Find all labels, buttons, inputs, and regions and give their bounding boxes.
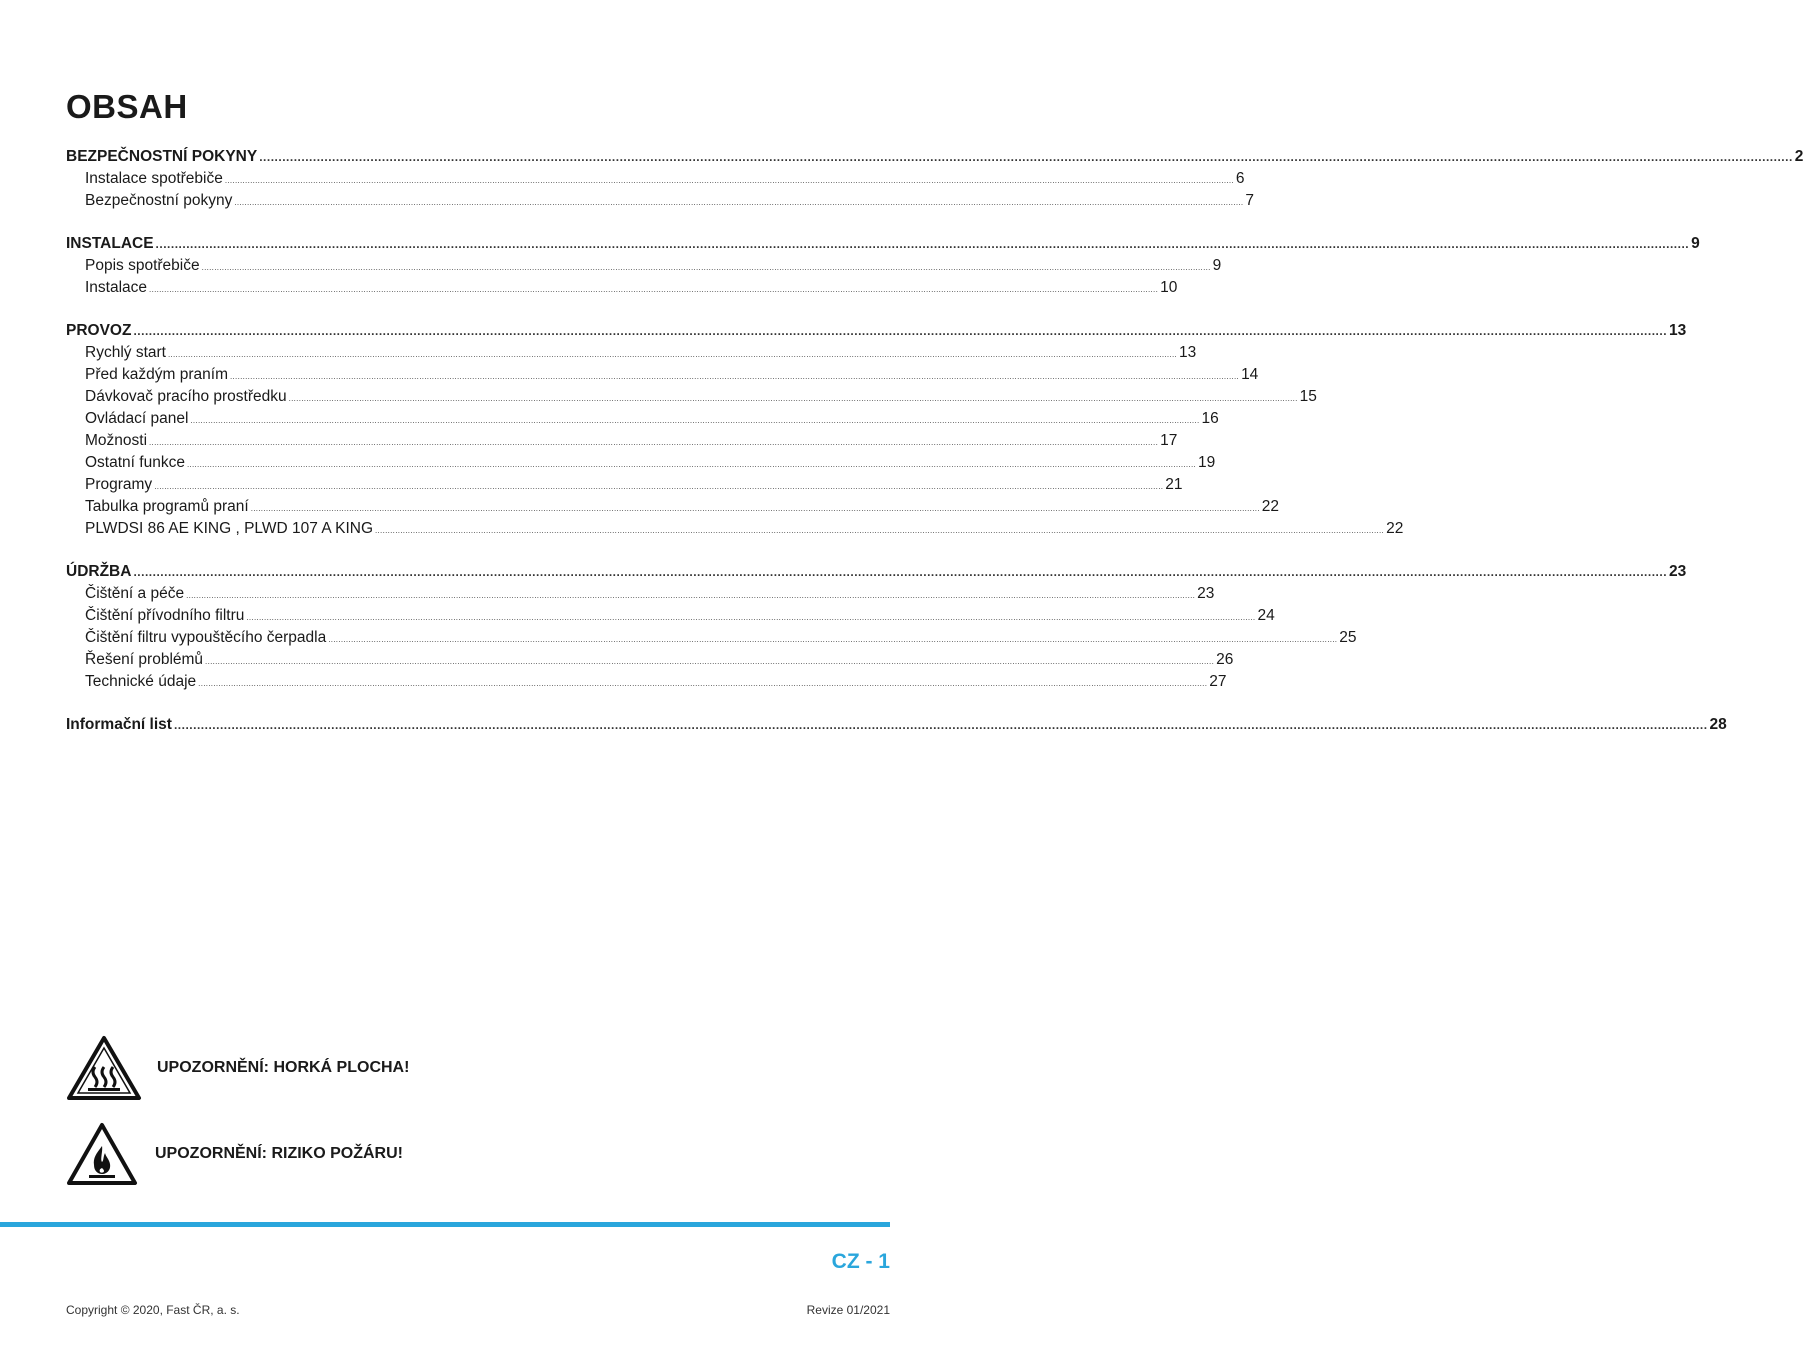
toc-entry[interactable] — [66, 408, 1219, 430]
toc-entry-page: 26 — [1216, 651, 1234, 668]
toc-entry[interactable] — [66, 190, 1255, 212]
toc-section — [66, 320, 1687, 540]
toc-entry-label: Instalace — [85, 279, 148, 296]
toc-entry-label: Před každým praním — [85, 366, 228, 383]
toc-entry[interactable] — [66, 583, 1215, 605]
toc-entry-label: Ostatní funkce — [85, 454, 185, 471]
toc-entry-label: Instalace spotřebiče — [85, 170, 223, 187]
copyright: Copyright © 2020, Fast ČR, a. s. — [66, 1303, 240, 1317]
toc-entry-page: 9 — [1212, 257, 1222, 274]
dot-leader: ................................................................................................................................................................................................................................................................................................................................................................................................................ — [186, 591, 1196, 600]
toc-entry-page: 23 — [1197, 585, 1215, 602]
fire-warning-icon — [66, 1122, 138, 1186]
toc-entry[interactable] — [66, 649, 1234, 671]
fire-risk-warning-text: UPOZORNĚNÍ: RIZIKO POŽÁRU! — [155, 1145, 403, 1162]
toc-section-heading-page: 28 — [1709, 716, 1727, 733]
toc-entry-page: 13 — [1179, 344, 1197, 361]
toc-entry[interactable] — [66, 386, 1317, 408]
toc-section-heading-page: 23 — [1669, 563, 1687, 580]
toc-section-heading[interactable] — [66, 233, 1700, 255]
toc-entry-page: 10 — [1160, 279, 1178, 296]
toc-entry-label: Čištění filtru vypouštěcího čerpadla — [85, 629, 327, 646]
toc-section-heading-page: 13 — [1669, 322, 1687, 339]
toc-entry-page: 14 — [1241, 366, 1259, 383]
toc-entry-label: Rychlý start — [85, 344, 166, 361]
hot-surface-warning-text: UPOZORNĚNÍ: HORKÁ PLOCHA! — [157, 1059, 410, 1076]
dot-leader: ................................................................................................................................................................................................................................................................................................................................................................................................................ — [133, 565, 1668, 579]
toc-entry-label: PLWDSI 86 AE KING , PLWD 107 A KING — [85, 520, 374, 537]
toc-entry-label: Ovládací panel — [85, 410, 189, 427]
dot-leader: ................................................................................................................................................................................................................................................................................................................................................................................................................ — [167, 350, 1178, 359]
toc-entry-page: 7 — [1245, 192, 1255, 209]
toc-section-heading-label: PROVOZ — [66, 322, 132, 339]
toc-entry[interactable] — [66, 277, 1178, 299]
dot-leader: ................................................................................................................................................................................................................................................................................................................................................................................................................ — [155, 237, 1690, 251]
toc-entry-page: 25 — [1339, 629, 1357, 646]
dot-leader: ................................................................................................................................................................................................................................................................................................................................................................................................................ — [250, 504, 1260, 513]
dot-leader: ................................................................................................................................................................................................................................................................................................................................................................................................................ — [149, 285, 1159, 294]
toc-section-heading[interactable] — [66, 561, 1687, 583]
toc-section-heading-label: INSTALACE — [66, 235, 154, 252]
dot-leader: ................................................................................................................................................................................................................................................................................................................................................................................................................ — [186, 460, 1197, 469]
toc-entry-page: 17 — [1160, 432, 1178, 449]
dot-leader: ................................................................................................................................................................................................................................................................................................................................................................................................................ — [328, 635, 1338, 644]
toc-entry-label: Čištění přívodního filtru — [85, 607, 245, 624]
toc-entry-label: Popis spotřebiče — [85, 257, 200, 274]
toc-entry-label: Tabulka programů praní — [85, 498, 249, 515]
dot-leader: ................................................................................................................................................................................................................................................................................................................................................................................................................ — [234, 198, 1244, 207]
toc-entry-page: 24 — [1257, 607, 1275, 624]
toc-entry-page: 19 — [1198, 454, 1216, 471]
dot-leader: ................................................................................................................................................................................................................................................................................................................................................................................................................ — [230, 372, 1240, 381]
toc-section — [66, 561, 1687, 693]
toc-section-heading-page: 2 — [1794, 148, 1803, 165]
toc-section-heading-label: Informační list — [66, 716, 172, 733]
dot-leader: ................................................................................................................................................................................................................................................................................................................................................................................................................ — [201, 263, 1211, 272]
dot-leader: ................................................................................................................................................................................................................................................................................................................................................................................................................ — [173, 718, 1708, 732]
hot-surface-warning — [66, 1035, 409, 1101]
toc-section — [66, 714, 1727, 736]
toc-entry[interactable] — [66, 430, 1178, 452]
toc-entry-label: Řešení problémů — [85, 651, 204, 668]
footer-divider — [0, 1222, 890, 1227]
page-number: CZ - 1 — [831, 1250, 890, 1273]
toc-entry[interactable] — [66, 452, 1216, 474]
dot-leader: ................................................................................................................................................................................................................................................................................................................................................................................................................ — [154, 482, 1164, 491]
toc-section — [66, 146, 1803, 212]
toc-entry[interactable] — [66, 627, 1357, 649]
toc-section — [66, 233, 1700, 299]
dot-leader: ................................................................................................................................................................................................................................................................................................................................................................................................................ — [375, 526, 1385, 535]
toc-entry[interactable] — [66, 474, 1183, 496]
dot-leader: ................................................................................................................................................................................................................................................................................................................................................................................................................ — [198, 679, 1208, 688]
hot-surface-warning-icon — [66, 1035, 142, 1101]
toc-entry-label: Technické údaje — [85, 673, 197, 690]
toc-section-heading[interactable] — [66, 146, 1803, 168]
dot-leader: ................................................................................................................................................................................................................................................................................................................................................................................................................ — [133, 324, 1668, 338]
revision: Revize 01/2021 — [806, 1303, 890, 1317]
toc-entry-page: 6 — [1235, 170, 1245, 187]
toc-entry-page: 16 — [1201, 410, 1219, 427]
page-title: OBSAH — [66, 88, 188, 125]
toc-entry[interactable] — [66, 518, 1404, 540]
dot-leader: ................................................................................................................................................................................................................................................................................................................................................................................................................ — [288, 394, 1298, 403]
toc-entry[interactable] — [66, 364, 1259, 386]
toc-entry-page: 27 — [1209, 673, 1227, 690]
toc-entry[interactable] — [66, 671, 1227, 693]
toc-section-heading[interactable] — [66, 320, 1687, 342]
toc-entry-page: 21 — [1165, 476, 1183, 493]
toc-entry-page: 15 — [1299, 388, 1317, 405]
toc-section-heading-label: BEZPEČNOSTNÍ POKYNY — [66, 148, 258, 165]
dot-leader: ................................................................................................................................................................................................................................................................................................................................................................................................................ — [259, 150, 1793, 164]
toc-entry-page: 22 — [1261, 498, 1280, 515]
toc-entry[interactable] — [66, 168, 1245, 190]
dot-leader: ................................................................................................................................................................................................................................................................................................................................................................................................................ — [246, 613, 1256, 622]
toc-entry[interactable] — [66, 255, 1222, 277]
toc-entry-label: Čištění a péče — [85, 585, 185, 602]
toc-entry-label: Bezpečnostní pokyny — [85, 192, 233, 209]
toc-entry-label: Programy — [85, 476, 153, 493]
toc-section-heading-page: 9 — [1691, 235, 1700, 252]
dot-leader: ................................................................................................................................................................................................................................................................................................................................................................................................................ — [205, 657, 1215, 666]
toc-entry-label: Dávkovač pracího prostředku — [85, 388, 287, 405]
dot-leader: ................................................................................................................................................................................................................................................................................................................................................................................................................ — [224, 176, 1234, 185]
toc-entry-label: Možnosti — [85, 432, 148, 449]
toc-section-heading[interactable] — [66, 714, 1727, 736]
toc-entry[interactable] — [66, 496, 1280, 518]
toc-entry[interactable] — [66, 342, 1197, 364]
dot-leader: ................................................................................................................................................................................................................................................................................................................................................................................................................ — [149, 438, 1159, 447]
fire-risk-warning — [66, 1122, 403, 1186]
toc-section-heading-label: ÚDRŽBA — [66, 563, 132, 580]
dot-leader: ................................................................................................................................................................................................................................................................................................................................................................................................................ — [190, 416, 1200, 425]
table-of-contents — [66, 146, 1803, 757]
toc-entry-page: 22 — [1386, 520, 1404, 537]
toc-entry[interactable] — [66, 605, 1275, 627]
